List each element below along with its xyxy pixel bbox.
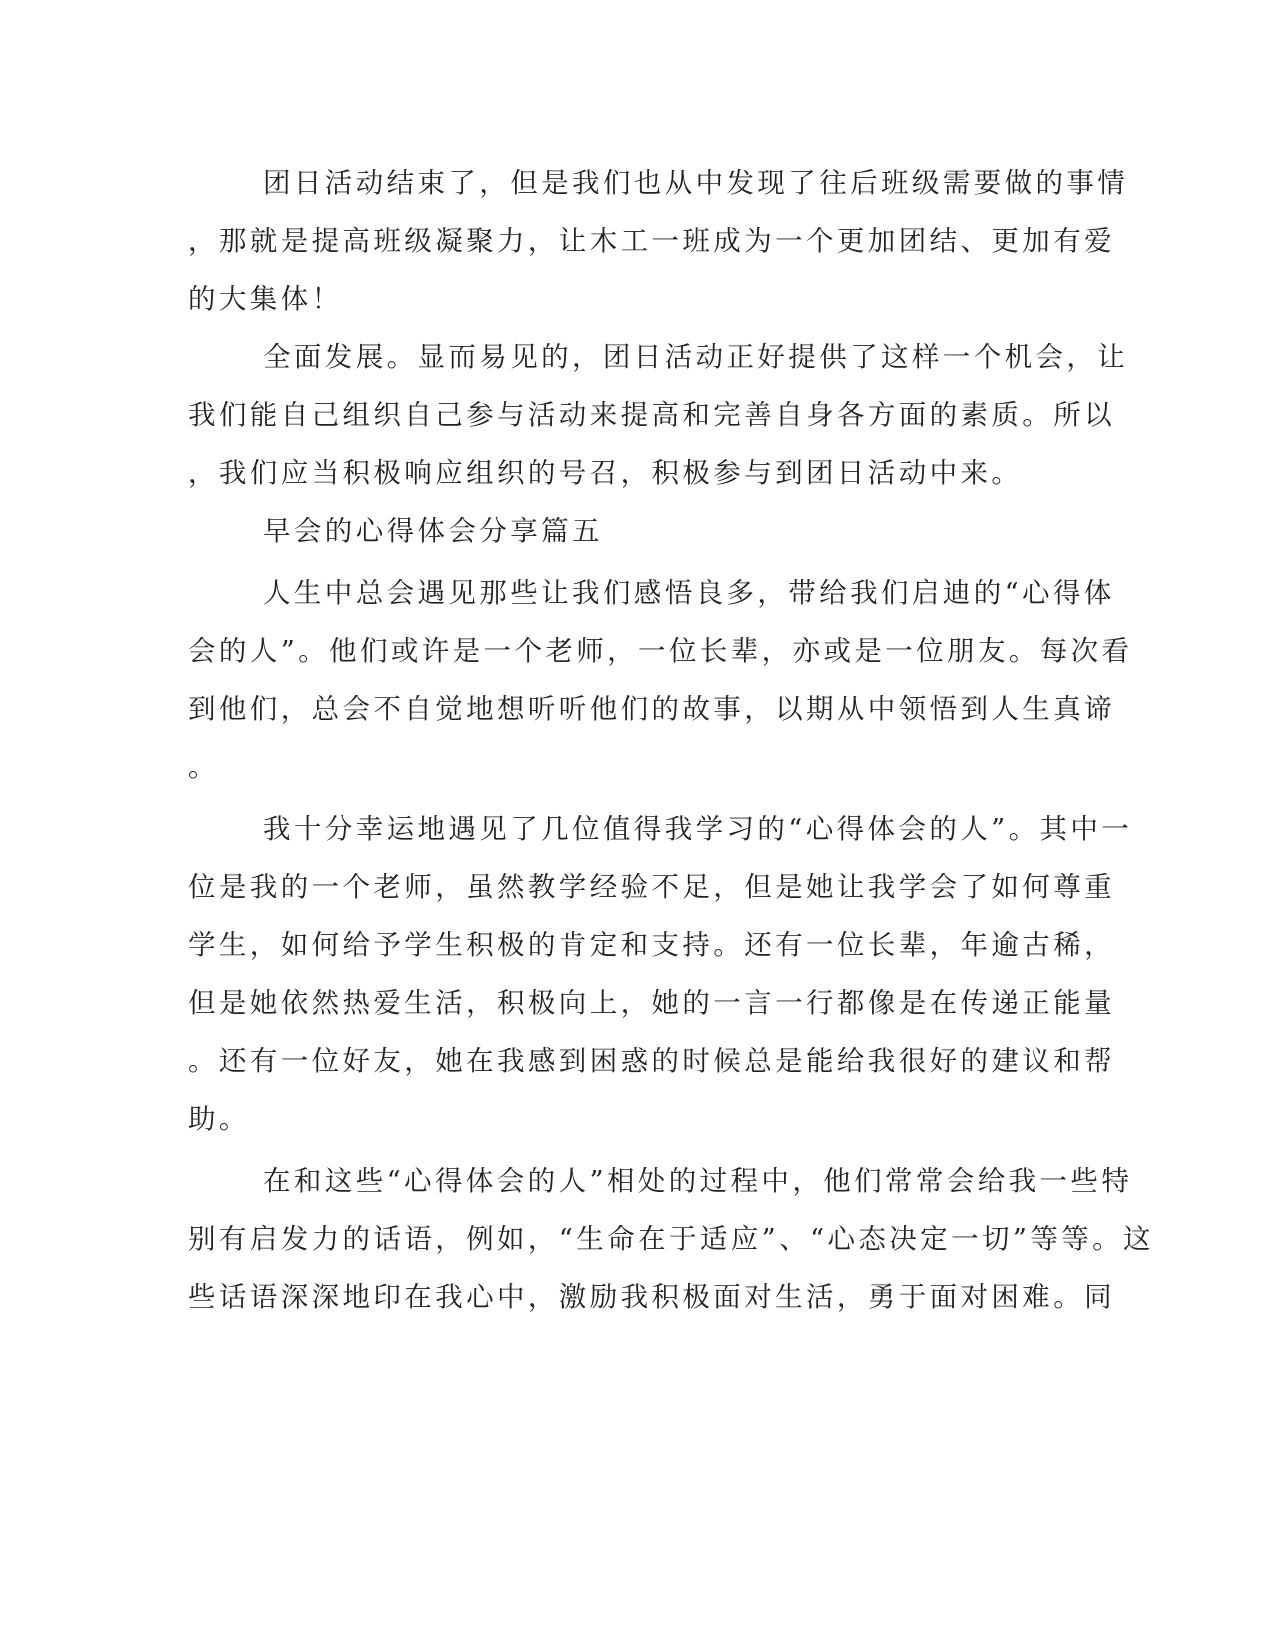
paragraph-2-line-1: 全面发展。显而易见的，团日活动正好提供了这样一个机会，让 xyxy=(263,341,1129,373)
paragraph-4-line-3: 学生，如何给予学生积极的肯定和支持。还有一位长辈，年逾古稀， xyxy=(188,929,1115,961)
paragraph-4-line-1: 我十分幸运地遇见了几位值得我学习的“心得体会的人”。其中一 xyxy=(263,813,1133,845)
paragraph-1-line-2: ，那就是提高班级凝聚力，让木工一班成为一个更加团结、更加有爱 xyxy=(188,225,1115,257)
paragraph-3-line-4: 。 xyxy=(188,751,219,783)
paragraph-1-line-3: 的大集体！ xyxy=(188,283,343,315)
paragraph-3-line-2: 会的人”。他们或许是一个老师，一位长辈，亦或是一位朋友。每次看 xyxy=(188,635,1133,667)
paragraph-1-line-1: 团日活动结束了，但是我们也从中发现了往后班级需要做的事情 xyxy=(263,167,1129,199)
paragraph-2-line-2: 我们能自己组织自己参与活动来提高和完善自身各方面的素质。所以 xyxy=(188,399,1115,431)
paragraph-4-line-6: 助。 xyxy=(188,1103,250,1135)
paragraph-3-line-1: 人生中总会遇见那些让我们感悟良多，带给我们启迪的“心得体 xyxy=(263,577,1115,609)
paragraph-2-line-3: ，我们应当积极响应组织的号召，积极参与到团日活动中来。 xyxy=(188,457,1023,489)
paragraph-3-line-3: 到他们，总会不自觉地想听听他们的故事，以期从中领悟到人生真谛 xyxy=(188,693,1115,725)
paragraph-4-line-4: 但是她依然热爱生活，积极向上，她的一言一行都像是在传递正能量 xyxy=(188,987,1115,1019)
section-heading: 早会的心得体会分享篇五 xyxy=(263,515,603,547)
paragraph-5-line-1: 在和这些“心得体会的人”相处的过程中，他们常常会给我一些特 xyxy=(263,1165,1133,1197)
paragraph-5-line-3: 些话语深深地印在我心中，激励我积极面对生活，勇于面对困难。同 xyxy=(188,1281,1115,1313)
paragraph-5-line-2: 别有启发力的话语，例如，“生命在于适应”、“心态决定一切”等等。这 xyxy=(188,1223,1154,1255)
paragraph-4-line-5: 。还有一位好友，她在我感到困惑的时候总是能给我很好的建议和帮 xyxy=(188,1045,1115,1077)
paragraph-4-line-2: 位是我的一个老师，虽然教学经验不足，但是她让我学会了如何尊重 xyxy=(188,871,1115,903)
